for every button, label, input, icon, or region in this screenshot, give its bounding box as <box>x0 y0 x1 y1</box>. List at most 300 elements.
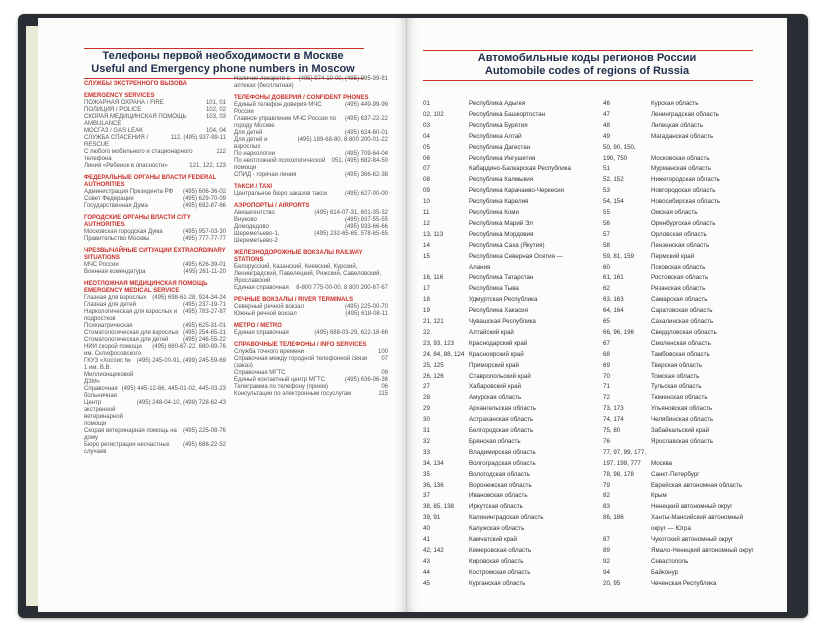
region-name: Удмуртская Республика <box>469 296 538 304</box>
entry-phone: (495) 237-19-71 <box>182 302 226 308</box>
region-name: Ханты-Мансийский автономный <box>651 514 744 522</box>
phone-entry <box>234 130 388 137</box>
region-name: Республика Алтай <box>469 132 522 140</box>
region-code: 10 <box>423 198 430 206</box>
region-code: 49 <box>603 132 610 140</box>
region-code: 70 <box>603 372 610 380</box>
region-code: 94 <box>603 568 610 576</box>
entry-name: Телеграмма по телефону (прием) <box>234 384 328 390</box>
entry-phone: (495) 974-10-00, (495) 995-99-81 <box>298 76 388 82</box>
entry-phone: (495) 777-77-77 <box>182 236 226 242</box>
region-code: 27 <box>423 383 430 391</box>
phone-entry <box>234 304 388 311</box>
section-heading: АЭРОПОРТЫ / AIRPORTS <box>234 203 310 209</box>
phone-entry <box>234 285 388 292</box>
region-code: 06 <box>423 154 430 162</box>
phone-entry <box>84 442 226 456</box>
right-title-en: Automobile codes of regions of Russia <box>484 65 690 77</box>
entry-phone: (495) 709-64-04 <box>344 151 388 157</box>
entry-phone: 115 <box>378 391 388 397</box>
entry-phone: (495) 698-61-28, 924-34-24 <box>152 295 226 301</box>
entry-name: НИИ скорой помощи им. Склифосовского <box>84 344 142 357</box>
region-code: 34, 134 <box>423 459 444 467</box>
region-code: 60 <box>603 263 610 271</box>
region-name: Чувашская Республика <box>469 318 536 325</box>
region-name: Ставропольский край <box>469 372 531 380</box>
region-code: 18 <box>423 296 430 304</box>
entry-phone: (495) 688-22-52 <box>182 442 226 448</box>
region-code: 64, 164 <box>603 307 624 315</box>
phone-entry <box>234 330 388 337</box>
region-code: 38, 85, 138 <box>423 503 454 511</box>
region-name: Омская область <box>651 209 698 216</box>
region-code: 72 <box>603 394 610 402</box>
entry-name: По наркологии <box>234 151 275 157</box>
entry-phone: (495) 614-07-31, 601-35-32 <box>314 210 388 216</box>
phone-entry <box>234 349 388 356</box>
phone-entry <box>84 428 226 442</box>
entry-phone: 103, 03 <box>205 114 226 120</box>
entry-name: Бюро регистрации несчастных случаев <box>84 442 170 455</box>
entry-name: Глазная для взрослых <box>84 295 147 301</box>
region-name: Нижегородская область <box>651 176 720 184</box>
entry-phone: (495) 189-68-80, 8 800 200-01-22 <box>297 137 388 143</box>
region-name: Тамбовская область <box>651 350 710 358</box>
region-code: 41 <box>423 536 430 543</box>
region-name: Хабаровский край <box>469 383 521 391</box>
entry-phone: 100 <box>377 349 388 355</box>
entry-phone: (495) 445-12-66, 445-01-02, 445-03-23 <box>121 386 226 392</box>
region-code: 50, 90, 150, <box>603 143 636 151</box>
region-name: Республика Татарстан <box>469 274 534 282</box>
region-code: 82 <box>603 492 610 500</box>
region-code: 40 <box>423 525 430 533</box>
region-name: Калужская область <box>469 525 525 533</box>
phone-entry <box>234 231 388 245</box>
region-name: Ленинградская область <box>651 110 719 118</box>
region-code: 24, 84, 88, 124 <box>423 350 465 358</box>
left-column-2 <box>234 76 388 398</box>
phone-entry <box>84 344 226 358</box>
region-name: Ненецкий автономный округ <box>651 503 733 511</box>
region-name: Республика Марий Эл <box>469 219 533 227</box>
entry-name: МЧС России <box>84 262 119 268</box>
region-name: Мурманская область <box>651 165 712 173</box>
right-title-rule-top <box>423 50 753 51</box>
entry-name: Стоматологическая для детей <box>84 337 169 343</box>
region-name: Республика Дагестан <box>469 143 531 151</box>
section-heading: НЕОТЛОЖНАЯ МЕДИЦИНСКАЯ ПОМОЩЬ EMERGENCY MEDICAL SERVICE <box>84 281 208 294</box>
region-name: Кабардино-Балкарская Республика <box>469 165 571 173</box>
entry-name: С любого мобильного и стационарного телефона <box>84 149 193 162</box>
entry-phone: (495) 692-87-66 <box>182 203 226 209</box>
region-name: Сахалинская область <box>651 318 714 325</box>
section-heading: ЖЕЛЕЗНОДОРОЖНЫЕ ВОКЗАЛЫ RAILWAY STATIONS <box>234 250 363 263</box>
region-name: Ивановская область <box>469 492 528 500</box>
phone-entry <box>84 309 226 323</box>
section-heading: СПРАВОЧНЫЕ ТЕЛЕФОНЫ / INFO SERVICES <box>234 342 367 348</box>
right-page <box>407 18 787 612</box>
region-code: 07 <box>423 165 430 173</box>
phone-entry <box>84 135 226 149</box>
region-name: Республика Коми <box>469 209 519 216</box>
entry-phone: 104, 04 <box>205 128 226 134</box>
entry-name: Единый телефон доверия МЧС России <box>234 102 322 115</box>
entry-name: Справочная МГТС <box>234 370 286 376</box>
region-code: 29 <box>423 405 430 413</box>
entry-phone: (495) 449-99-99 <box>344 102 388 108</box>
region-name: Ямало-Ненецкий автономный округ <box>651 546 754 554</box>
entry-name: Служба точного времени <box>234 349 304 355</box>
right-page-header <box>417 52 757 78</box>
phone-entry <box>84 189 226 196</box>
entry-phone: (495) 688-03-29, 622-18-66 <box>314 330 388 336</box>
phone-entry <box>234 158 388 172</box>
phone-entry <box>84 163 226 170</box>
entry-name: СКОРАЯ МЕДИЦИНСКАЯ ПОМОЩЬ AMBULANCE <box>84 114 187 127</box>
region-name: Челябинская область <box>651 416 714 424</box>
region-name: Республика Калмыкия <box>469 176 534 184</box>
region-code: 48 <box>603 121 610 129</box>
entry-name: Главное управление МЧС России по городу Москве <box>234 116 337 129</box>
entry-phone: (495) 629-70-09 <box>182 196 226 202</box>
entry-name: Южный речной вокзал <box>234 311 297 317</box>
phone-entry <box>84 196 226 203</box>
entry-phone: (495) 606-36-02 <box>182 189 226 195</box>
region-name: Ярославская область <box>651 437 714 445</box>
region-code: 43 <box>423 557 430 565</box>
region-name: Байконур <box>651 568 679 576</box>
region-name: Алтайский край <box>469 328 514 336</box>
region-name: Краснодарский край <box>469 339 528 347</box>
entry-phone: 101, 01 <box>205 100 226 106</box>
region-name: Республика Северная Осетия — <box>469 252 563 260</box>
region-name: Белгородская область <box>469 427 534 434</box>
region-code: 86, 186 <box>603 514 624 522</box>
phone-entry <box>234 384 388 391</box>
region-name: Приморский край <box>469 361 519 369</box>
region-code: 66, 96, 196 <box>603 328 634 336</box>
entry-name: Правительство Москвы <box>84 236 150 242</box>
entry-phone: (495) 637-22-22 <box>344 116 388 122</box>
region-code: 55 <box>603 209 610 216</box>
region-codes-table <box>423 100 763 600</box>
region-name: Воронежская область <box>469 481 532 489</box>
entry-phone: (495) 624-60-01 <box>344 130 388 136</box>
region-code: 12 <box>423 219 430 227</box>
phone-entry <box>84 262 226 269</box>
region-code: 87 <box>603 536 610 543</box>
entry-phone: (495) 783-27-87 <box>182 309 226 315</box>
section-heading: EMERGENCY SERVICES <box>84 93 155 99</box>
entry-phone: 07 <box>381 356 388 362</box>
entry-name: Для детей <box>234 130 263 136</box>
region-code: 01 <box>423 100 430 107</box>
region-code: 61, 161 <box>603 274 624 282</box>
region-name: Свердловская область <box>651 328 717 336</box>
section-heading: ЧРЕЗВЫЧАЙНЫЕ СИТУАЦИИ EXTRAORDINARY SITUATIONS <box>84 248 226 261</box>
region-name: Иркутская область <box>469 503 523 511</box>
region-code: 16, 116 <box>423 274 444 282</box>
region-code: 21, 121 <box>423 318 444 325</box>
left-title-en: Useful and Emergency phone numbers in Moscow <box>91 63 355 75</box>
entry-name: СПИД - горячая линия <box>234 172 297 178</box>
entry-phone: 09 <box>381 370 388 376</box>
region-name: Забайкальский край <box>651 427 710 434</box>
region-code: 197, 199, 777 <box>603 459 641 467</box>
region-name: Пензенская область <box>651 241 710 249</box>
phone-entry <box>84 330 226 337</box>
region-code: 69 <box>603 361 610 369</box>
entry-name: Справочная между городной телефонной связи (заказ) <box>234 356 368 369</box>
region-code: 39, 91 <box>423 514 441 522</box>
region-code: 71 <box>603 383 610 391</box>
region-code: 190, 750 <box>603 154 628 162</box>
region-code: 83 <box>603 503 610 511</box>
region-name: округ — Югра <box>651 525 691 533</box>
phone-entry <box>84 386 226 400</box>
section-heading: СЛУЖБЫ ЭКСТРЕННОГО ВЫЗОВА <box>84 81 188 87</box>
entry-name: Центр экстренной ветеринарной помощи <box>84 400 123 427</box>
entry-phone: 112 <box>216 149 226 155</box>
region-code: 28 <box>423 394 430 402</box>
region-code: 77, 97, 99, 177, <box>603 448 647 456</box>
entry-name: Центральное бюро заказов такси <box>234 191 328 197</box>
entry-name: Совет Федерации <box>84 196 134 202</box>
entry-phone: (495) 680-67-22, 680-89-76 <box>152 344 226 350</box>
region-name: Севастополь <box>651 557 689 565</box>
section-heading: МЕТРО / METRO <box>234 323 282 329</box>
region-name: Республика Тыва <box>469 285 519 293</box>
region-code: 63, 163 <box>603 296 624 304</box>
entry-name: Шереметьево-1, Шереметьево-2 <box>234 231 280 244</box>
region-code: 42, 142 <box>423 546 444 554</box>
region-code: 04 <box>423 132 430 140</box>
region-code: 58 <box>603 241 610 249</box>
region-code: 53 <box>603 187 610 195</box>
region-name: Санкт-Петербург <box>651 470 700 478</box>
entry-phone: (495) 626-39-01 <box>182 262 226 268</box>
entry-name: Для детей и взрослых <box>234 137 268 150</box>
phone-entry <box>234 210 388 217</box>
region-name: Владимирская область <box>469 448 536 456</box>
entry-name: Государственная Дума <box>84 203 148 209</box>
right-title-ru: Автомобильные коды регионов России <box>477 52 697 64</box>
entry-phone: (495) 636-06-36 <box>344 377 388 383</box>
region-code: 26, 126 <box>423 372 444 380</box>
region-name: Кемеровская область <box>469 546 532 554</box>
entry-name: Стоматологическая для взрослых <box>84 330 179 336</box>
entry-phone: 06 <box>381 384 388 390</box>
region-name: Курганская область <box>469 579 526 587</box>
region-name: Новгородская область <box>651 187 716 195</box>
phone-entry <box>84 295 226 302</box>
phone-entry <box>84 107 226 114</box>
region-code: 02, 102 <box>423 110 444 118</box>
phone-entry <box>84 229 226 236</box>
region-code: 68 <box>603 350 610 358</box>
region-code: 17 <box>423 285 430 293</box>
region-code: 92 <box>603 557 610 565</box>
region-code: 19 <box>423 307 430 315</box>
region-code: 89 <box>603 546 610 554</box>
phone-entry <box>84 358 226 386</box>
region-name: Республика Башкортостан <box>469 110 546 118</box>
entry-phone: 112, (495) 937-99-11 <box>170 135 226 141</box>
region-code: 51 <box>603 165 610 173</box>
region-code: 23, 93, 123 <box>423 339 454 347</box>
region-name: Красноярский край <box>469 350 524 358</box>
region-name: Магаданская область <box>651 132 714 140</box>
entry-name: Линия «Ребенок в опасности» <box>84 163 168 169</box>
region-name: Орловская область <box>651 230 707 238</box>
phone-entry <box>234 172 388 179</box>
entry-name: Глазная для детей <box>84 302 136 308</box>
phone-entry <box>84 149 226 163</box>
entry-name: Консультации по электронным госуслугам <box>234 391 352 397</box>
region-code: 75, 80 <box>603 427 621 434</box>
region-name: Москва <box>651 459 673 467</box>
entry-name: Внуково <box>234 217 257 223</box>
region-name: Саратовская область <box>651 307 713 315</box>
entry-phone: (495) 246-55-22 <box>182 337 226 343</box>
entry-name: Наркологическая для взрослых и подростков <box>84 309 178 322</box>
region-code: 52, 152 <box>603 176 624 184</box>
region-code: 33 <box>423 448 430 456</box>
phone-entry <box>234 311 388 318</box>
region-name: Брянская область <box>469 437 521 445</box>
phone-entry <box>234 224 388 231</box>
region-name: Чукотский автономный округ <box>651 536 734 543</box>
entry-phone: (495) 937-55-55 <box>344 217 388 223</box>
left-page <box>38 18 407 612</box>
region-code: 79 <box>603 481 610 489</box>
region-name: Крым <box>651 492 667 500</box>
entry-phone: (495) 261-11-20 <box>183 269 226 275</box>
region-code: 45 <box>423 579 430 587</box>
region-code: 25, 125 <box>423 361 444 369</box>
phone-entry <box>234 370 388 377</box>
section-heading: ГОРОДСКИЕ ОРГАНЫ ВЛАСТИ CITY AUTHORITIES <box>84 215 191 228</box>
region-name: Ростовская область <box>651 274 709 282</box>
region-name: Чеченская Республика <box>651 579 717 587</box>
phone-entry <box>234 217 388 224</box>
phone-entry <box>84 203 226 210</box>
region-code: 35 <box>423 470 430 478</box>
region-code: 03 <box>423 121 430 129</box>
region-code: 62 <box>603 285 610 293</box>
entry-phone: (495) 248-04-10, (499) 728-62-43 <box>136 400 226 406</box>
section-heading: ТАКСИ / TAXI <box>234 184 273 190</box>
region-code: 14 <box>423 241 430 249</box>
region-code: 30 <box>423 416 430 424</box>
entry-name: Московская городская Дума <box>84 229 163 235</box>
region-code: 15 <box>423 252 430 260</box>
region-code: 59, 81, 159 <box>603 252 634 260</box>
region-code: 20, 95 <box>603 579 621 587</box>
entry-name: Наличие лекарств в аптеках (бесплатная) <box>234 76 294 89</box>
entry-phone: (495) 957-03-30 <box>182 229 226 235</box>
region-code: 37 <box>423 492 430 500</box>
region-name: Курская область <box>651 100 699 107</box>
region-code: 31 <box>423 427 430 434</box>
entry-name: Единая справочная <box>234 330 289 336</box>
entry-name: Единый контактный центр МГТС <box>234 377 325 383</box>
region-code: 08 <box>423 176 430 184</box>
region-name: Костромская область <box>469 568 531 576</box>
entry-name: Военная комендатура <box>84 269 146 275</box>
region-code: 22 <box>423 328 430 336</box>
entry-phone: (495) 254-65-21 <box>182 330 226 336</box>
entry-name: МОСГАЗ / GAS LEAK <box>84 128 144 134</box>
left-title-ru: Телефоны первой необходимости в Москве <box>102 50 344 62</box>
entry-phone: (495) 225-00-70 <box>344 304 388 310</box>
entry-name: Белорусский, Казанский, Киевский, Курский, Ленинградский, Павелецкий, Рижский, Савеловский, Ярославский <box>234 264 382 284</box>
region-name: Тюменская область <box>651 394 708 402</box>
entry-name: Справочная больничная <box>84 386 118 399</box>
region-name: Смоленская область <box>651 339 711 347</box>
section-heading: ТЕЛЕФОНЫ ДОВЕРИЯ / CONFIDENT PHONES <box>234 95 369 101</box>
region-code: 78, 98, 178 <box>603 470 634 478</box>
entry-name: Психиатрическая <box>84 323 133 329</box>
page-stack-edge <box>26 26 38 606</box>
phone-entry <box>84 337 226 344</box>
region-name: Республика Адыгея <box>469 100 526 107</box>
phone-entry <box>84 236 226 243</box>
region-name: Республика Мордовия <box>469 230 534 238</box>
region-code: 54, 154 <box>603 198 624 206</box>
entry-phone: 051, (495) 682-84-50 <box>331 158 388 164</box>
region-name: Республика Ингушетия <box>469 154 536 162</box>
region-name: Астраханская область <box>469 416 534 424</box>
region-name: Самарская область <box>651 296 708 304</box>
entry-phone: (495) 232-65-65, 578-65-65 <box>314 231 388 237</box>
region-name: Калининградская область <box>469 514 544 522</box>
region-code: 73, 173 <box>603 405 624 413</box>
phone-entry <box>234 102 388 116</box>
entry-name: По неотложной психологической помощи <box>234 158 326 171</box>
phone-entry <box>234 377 388 384</box>
phone-entry <box>234 137 388 151</box>
region-code: 67 <box>603 339 610 347</box>
left-title-rule-top <box>84 48 364 49</box>
region-code: 47 <box>603 110 610 118</box>
phone-entry <box>234 116 388 130</box>
entry-phone: (495) 627-00-00 <box>344 191 388 197</box>
region-name: Республика Карелия <box>469 198 529 206</box>
phone-entry <box>234 264 388 285</box>
right-title-rule-bottom <box>423 80 753 81</box>
section-heading: ФЕДЕРАЛЬНЫЕ ОРГАНЫ ВЛАСТИ FEDERAL AUTHORITIES <box>84 175 217 188</box>
region-code: 76 <box>603 437 610 445</box>
region-name: Ульяновская область <box>651 405 713 413</box>
region-code: 74, 174 <box>603 416 624 424</box>
entry-phone: (495) 933-66-66 <box>344 224 388 230</box>
region-name: Тверская область <box>651 361 702 369</box>
phone-entry <box>84 323 226 330</box>
region-name: Алания <box>469 263 491 271</box>
entry-name: ГКУЗ «Хоспис № 1 им. В.В. Миллионщиковой ДЗМ» <box>84 358 134 385</box>
region-name: Кировская область <box>469 557 524 565</box>
section-heading: РЕЧНЫЕ ВОКЗАЛЫ / RIVER TERMINALS <box>234 297 354 303</box>
entry-phone: (495) 225-08-76 <box>182 428 226 434</box>
region-name: Республика Саха (Якутия) <box>469 241 545 249</box>
phone-entry <box>234 191 388 198</box>
entry-phone: 121, 122, 123 <box>189 163 226 169</box>
region-code: 11 <box>423 209 430 216</box>
region-name: Московская область <box>651 154 710 162</box>
phone-entry <box>234 151 388 158</box>
